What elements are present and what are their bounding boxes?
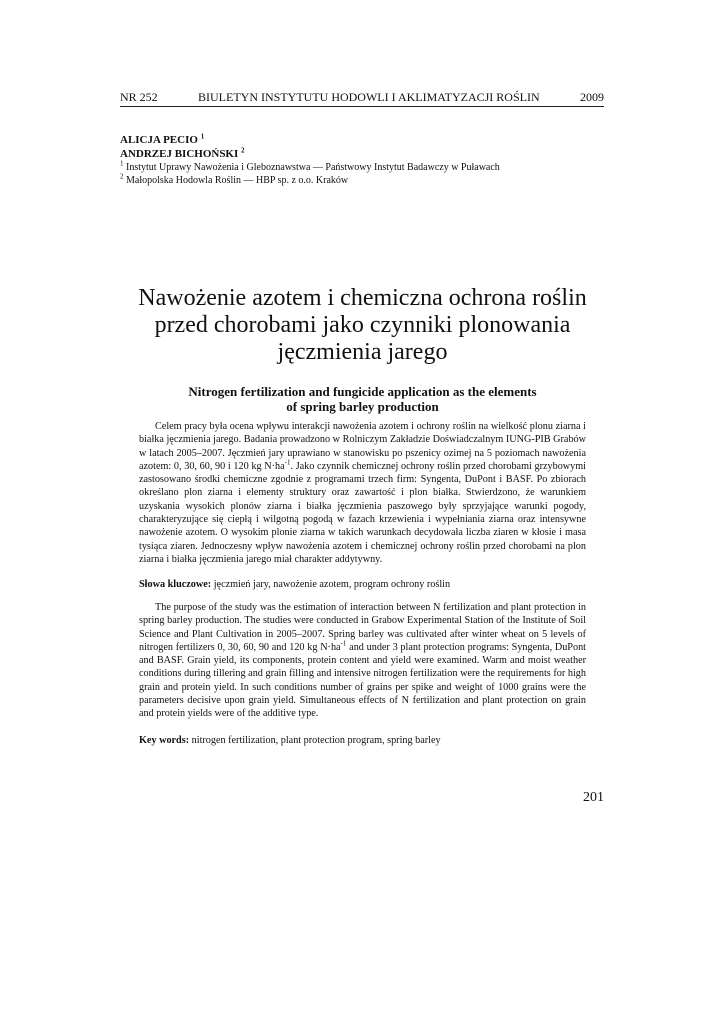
running-header (120, 90, 604, 106)
page-number: 201 (583, 790, 604, 805)
author-2: ANDRZEJ BICHOŃSKI $^2$ (120, 146, 245, 160)
english-title: Nitrogen fertilization and fungicide application as the elements of spring barley production (188, 384, 537, 414)
affiliation-1: $^1$ Instytut Uprawy Nawożenia i Gleboznawstwa — Państwowy Instytut Badawczy w Puławach (120, 159, 500, 173)
keywords-english: Key words: nitrogen fertilization, plant protection program, spring barley (139, 735, 441, 746)
journal-name: BIULETYN INSTYTUTU HODOWLI I AKLIMATYZACJI ROŚLIN (198, 90, 540, 104)
paper-title: Nawożenie azotem i chemiczna ochrona roślin przed chorobami jako czynniki plonowania jęczmienia jarego (138, 285, 587, 365)
abstract-english: The purpose of the study was the estimation of interaction between N fertilization and plant protection in spring barley production. The studies were conducted in Grabow Experimental Station of the Institute of Soil Science and Plant Cultivation in 2005–2007. Spring barley was cultivated after winter wheat on 5 levels of nitrogen fertilizers 0, 30, 60, 90 and 120 kg $N\cdot ha^{-1}$ and under 3 plant protection programs: Syngenta, DuPont and BASF. Grain yield, its components, protein content and yield were examined. Warm and moist weather conditions during tillering and grain filling and intensive nitrogen fertilization were the requirements for high grain and protein yield. In such conditions number of grains per spike and weight of 1000 grains were the parameters decisive upon grain yield. Simultaneous effects of N fertilization and plant protection on grain and protein yields were of the additive type. (139, 602, 586, 720)
issue-number: NR 252 (120, 90, 158, 104)
author-1: ALICJA PECIO $^1$ (120, 132, 205, 146)
affiliation-2: $^2$ Małopolska Hodowla Roślin — HBP sp. z o.o. Kraków (120, 172, 349, 186)
year: 2009 (580, 90, 604, 104)
author-block (120, 133, 604, 187)
keywords-polish: Słowa kluczowe: jęczmień jary, nawożenie azotem, program ochrony roślin (139, 579, 451, 590)
abstract-polish: Celem pracy była ocena wpływu interakcji nawożenia azotem i ochrony roślin na wielkość plonu ziarna i białka jęczmienia jarego. Badania prowadzono w Rolniczym Zakładzie Doświadczalnym IUNG-PIB Grabów w latach 2005–2007. Jęczmień jary uprawiano w stanowisku po pszenicy ozimej na 5 poziomach nawożenia azotem: 0, 30, 60, 90 i 120 kg $N\cdot ha^{-1}$. Jako czynnik chemicznej ochrony roślin przed chorobami grzybowymi zastosowano środki chemiczne zgodnie z programami trzech firm: Syngenta, DuPont i BASF. Po zbiorach określano plon ziarna i elementy struktury oraz zawartość i plon białka. Stwierdzono, że warunkiem uzyskania wysokich plonów ziarna i białka jęczmienia paszowego były sprzyjające warunki pogody, charakteryzujące się ciepłą i wilgotną pogodą w fazach krzewienia i wypełniania ziarna oraz intensywne nawożenie azotem. O wysokim plonie ziarna w takich warunkach decydowała liczba ziaren w kłosie i masa tysiąca ziaren. Jednoczesny wpływ nawożenia azotem i chemicznej ochrony roślin przed chorobami na plon ziarna i białka jęczmienia jarego miał charakter addytywny. (139, 421, 586, 565)
header-rule (120, 106, 604, 107)
